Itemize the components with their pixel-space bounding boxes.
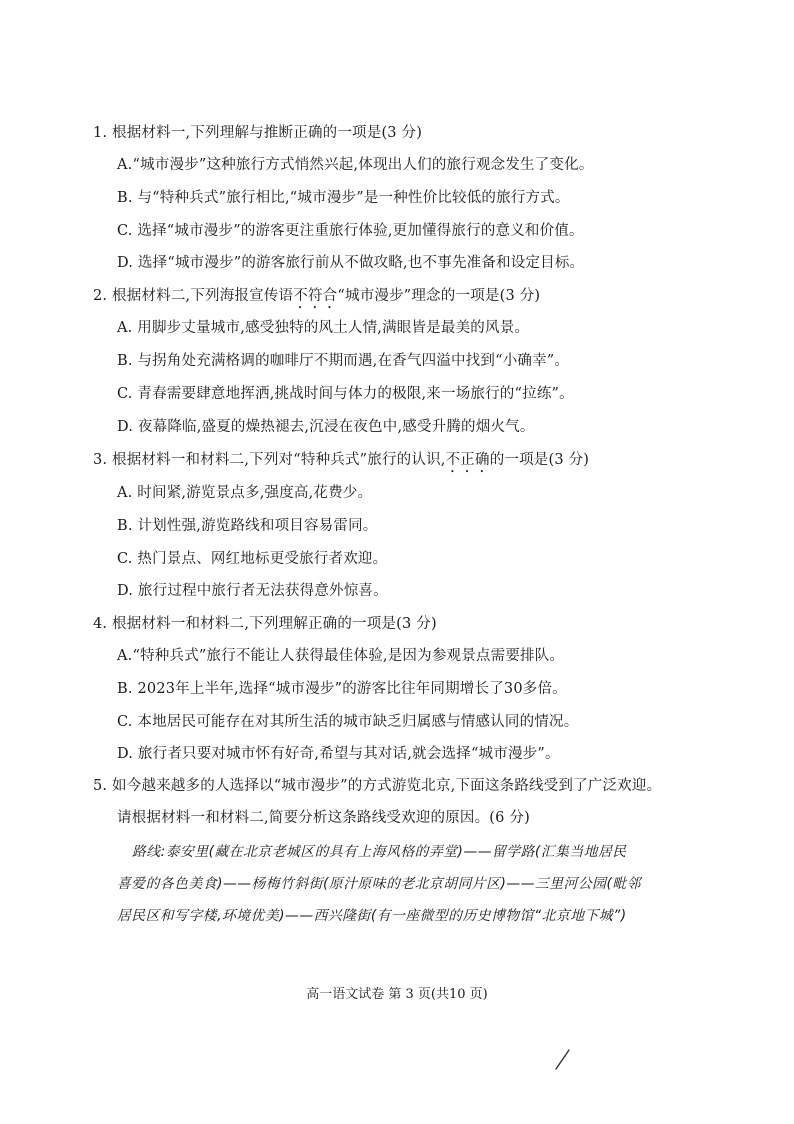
question-5-stem-line-1: 5. 如今越来越多的人选择以“城市漫步”的方式游览北京,下面这条路线受到了广泛欢迎。 xyxy=(93,778,662,794)
question-2-option-a: A. 用脚步丈量城市,感受独特的风土人情,满眼皆是最美的风景。 xyxy=(117,320,530,336)
question-3-option-c: C. 热门景点、网红地标更受旅行者欢迎。 xyxy=(117,551,388,567)
question-4-option-d: D. 旅行者只要对城市怀有好奇,希望与其对话,就会选择“城市漫步”。 xyxy=(117,746,560,762)
question-4-stem: 4. 根据材料一和材料二,下列理解正确的一项是(3 分) xyxy=(93,616,437,632)
page-footer: 高一语文试卷 第 3 页(共10 页) xyxy=(306,987,488,1002)
question-3-stem-before: 3. 根据材料一和材料二,下列对“特种兵式”旅行的认识, xyxy=(93,452,446,468)
route-line-1: 路线:泰安里(藏在北京老城区的具有上海风格的弄堂)——留学路(汇集当地居民 xyxy=(132,844,627,860)
question-3-stem-after: 的一项是(3 分) xyxy=(489,452,590,468)
question-2-stem-emphasis: 不符合 xyxy=(293,288,338,304)
question-2-stem-before: 2. 根据材料二,下列海报宣传语 xyxy=(93,288,294,304)
question-3-stem xyxy=(93,450,589,476)
question-4-option-a: A.“特种兵式”旅行不能让人获得最佳体验,是因为参观景点需要排队。 xyxy=(117,648,565,664)
question-1-option-a: A.“城市漫步”这种旅行方式悄然兴起,体现出人们的旅行观念发生了变化。 xyxy=(117,157,594,173)
question-1-option-d: D. 选择“城市漫步”的游客旅行前从不做攻略,也不事先准备和设定目标。 xyxy=(117,255,585,271)
question-3-stem-emphasis: 不正确 xyxy=(445,452,490,468)
question-2-stem-after: “城市漫步”理念的一项是(3 分) xyxy=(337,288,541,304)
question-3-option-b: B. 计划性强,游览路线和项目容易雷同。 xyxy=(117,518,378,534)
question-4-option-c: C. 本地居民可能存在对其所生活的城市缺乏归属感与情感认同的情况。 xyxy=(117,714,579,730)
question-2-option-c: C. 青春需要肆意地挥洒,挑战时间与体力的极限,来一场旅行的“拉练”。 xyxy=(117,386,574,402)
question-1-option-b: B. 与“特种兵式”旅行相比,“城市漫步”是一种性价比较低的旅行方式。 xyxy=(117,190,570,206)
pen-mark xyxy=(553,1049,571,1071)
question-5-stem-line-2: 请根据材料一和材料二,简要分析这条路线受欢迎的原因。(6 分) xyxy=(117,810,530,826)
route-line-3: 居民区和写字楼,环境优美)——西兴隆街(有一座微型的历史博物馆“北京地下城”) xyxy=(117,908,627,924)
question-2-option-b: B. 与拐角处充满格调的咖啡厅不期而遇,在香气四溢中找到“小确幸”。 xyxy=(117,353,570,369)
question-1-option-c: C. 选择“城市漫步”的游客更注重旅行体验,更加懂得旅行的意义和价值。 xyxy=(117,223,584,239)
question-1-stem: 1. 根据材料一,下列理解与推断正确的一项是(3 分) xyxy=(93,125,423,141)
question-2-stem xyxy=(93,286,540,312)
question-2-option-d: D. 夜幕降临,盛夏的燥热褪去,沉浸在夜色中,感受升腾的烟火气。 xyxy=(117,419,535,435)
route-line-2: 喜爱的各色美食)——杨梅竹斜街(原汁原味的老北京胡同片区)——三里河公园(毗邻 xyxy=(117,876,641,892)
question-3-option-d: D. 旅行过程中旅行者无法获得意外惊喜。 xyxy=(117,583,388,599)
question-4-option-b: B. 2023年上半年,选择“城市漫步”的游客比往年同期增长了30多倍。 xyxy=(117,681,567,697)
question-3-option-a: A. 时间紧,游览景点多,强度高,花费少。 xyxy=(117,485,373,501)
